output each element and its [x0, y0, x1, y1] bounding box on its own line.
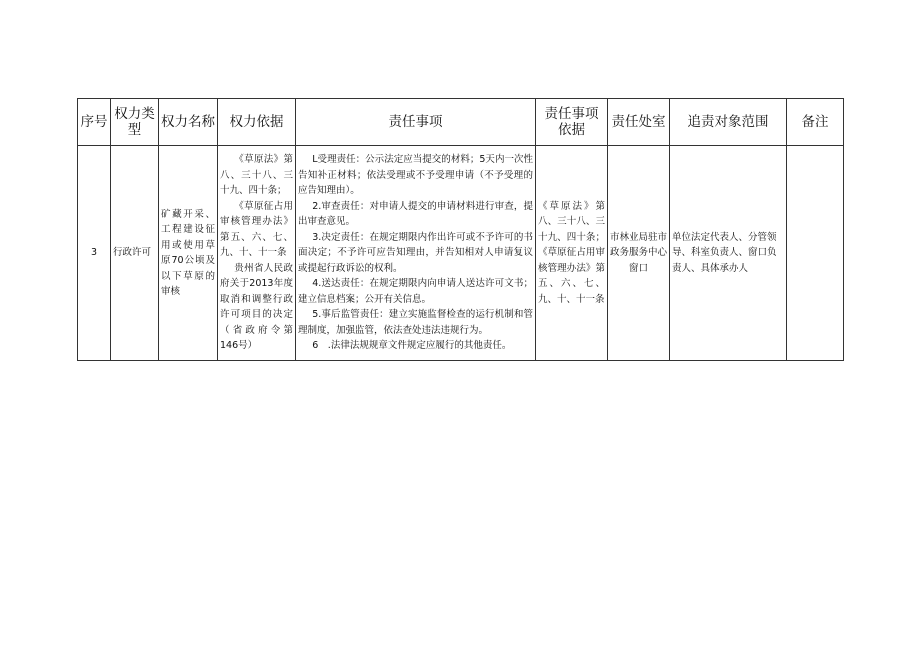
cell-name: 矿藏开采、工程建设征用或使用草原70公顷及以下草原的审核	[159, 146, 218, 361]
header-seq: 序号	[78, 99, 111, 146]
duty-item: 2.审查责任：对申请人提交的申请材料进行审查，提出审查意见。	[298, 200, 533, 228]
cell-scope: 单位法定代表人、分管领导、科室负责人、窗口负责人、具体承办人	[670, 146, 787, 361]
duty-item: 4.送达责任：在规定期限内向申请人送达许可文书；建立信息档案；公开有关信息。	[298, 278, 533, 305]
cell-office: 市林业局驻市政务服务中心窗口	[608, 146, 670, 361]
basis-line: 贵州省人民政府关于2013年度取消和调整行政许可项目的决定（省政府令第146号）	[220, 262, 293, 352]
header-type: 权力类型	[111, 99, 159, 146]
header-scope: 追责对象范围	[670, 99, 787, 146]
duty-item: 5.事后监管责任：建立实施监督检查的运行机制和管理制度，加强监管，依法查处违法违规行为。	[298, 309, 533, 336]
header-duty-basis: 责任事项依据	[536, 99, 608, 146]
header-name: 权力名称	[159, 99, 218, 146]
basis-line: 《草原法》第八、三十八、三十九、四十条；	[220, 154, 293, 197]
cell-seq: 3	[78, 146, 111, 361]
header-office: 责任处室	[608, 99, 670, 146]
cell-duty-basis: 《草原法》第八、三十八、三十九、四十条；《草原征占用审核管理办法》第五、六、七、九、十、十一条	[536, 146, 608, 361]
cell-note	[787, 146, 844, 361]
cell-duties	[296, 146, 536, 361]
basis-line: 《草原征占用审核管理办法》第五、六、七、九、十、十一条	[220, 200, 293, 259]
duty-item: L受理责任：公示法定应当提交的材料；5天内一次性告知补正材料；依法受理或不予受理申请（不予受理的应告知理由）。	[298, 154, 533, 197]
cell-basis	[218, 146, 296, 361]
cell-type: 行政许可	[111, 146, 159, 361]
responsibility-table	[77, 98, 844, 361]
header-duty: 责任事项	[296, 99, 536, 146]
header-row	[78, 99, 844, 146]
table-row	[78, 146, 844, 361]
duty-item: 6 .法律法规规章文件规定应履行的其他责任。	[312, 340, 512, 352]
header-note: 备注	[787, 99, 844, 146]
header-basis: 权力依据	[218, 99, 296, 146]
duty-item: 3.决定责任：在规定期限内作出许可或不予许可的书面决定；不予许可应告知理由，并告知相对人申请复议或提起行政诉讼的权利。	[298, 231, 533, 274]
